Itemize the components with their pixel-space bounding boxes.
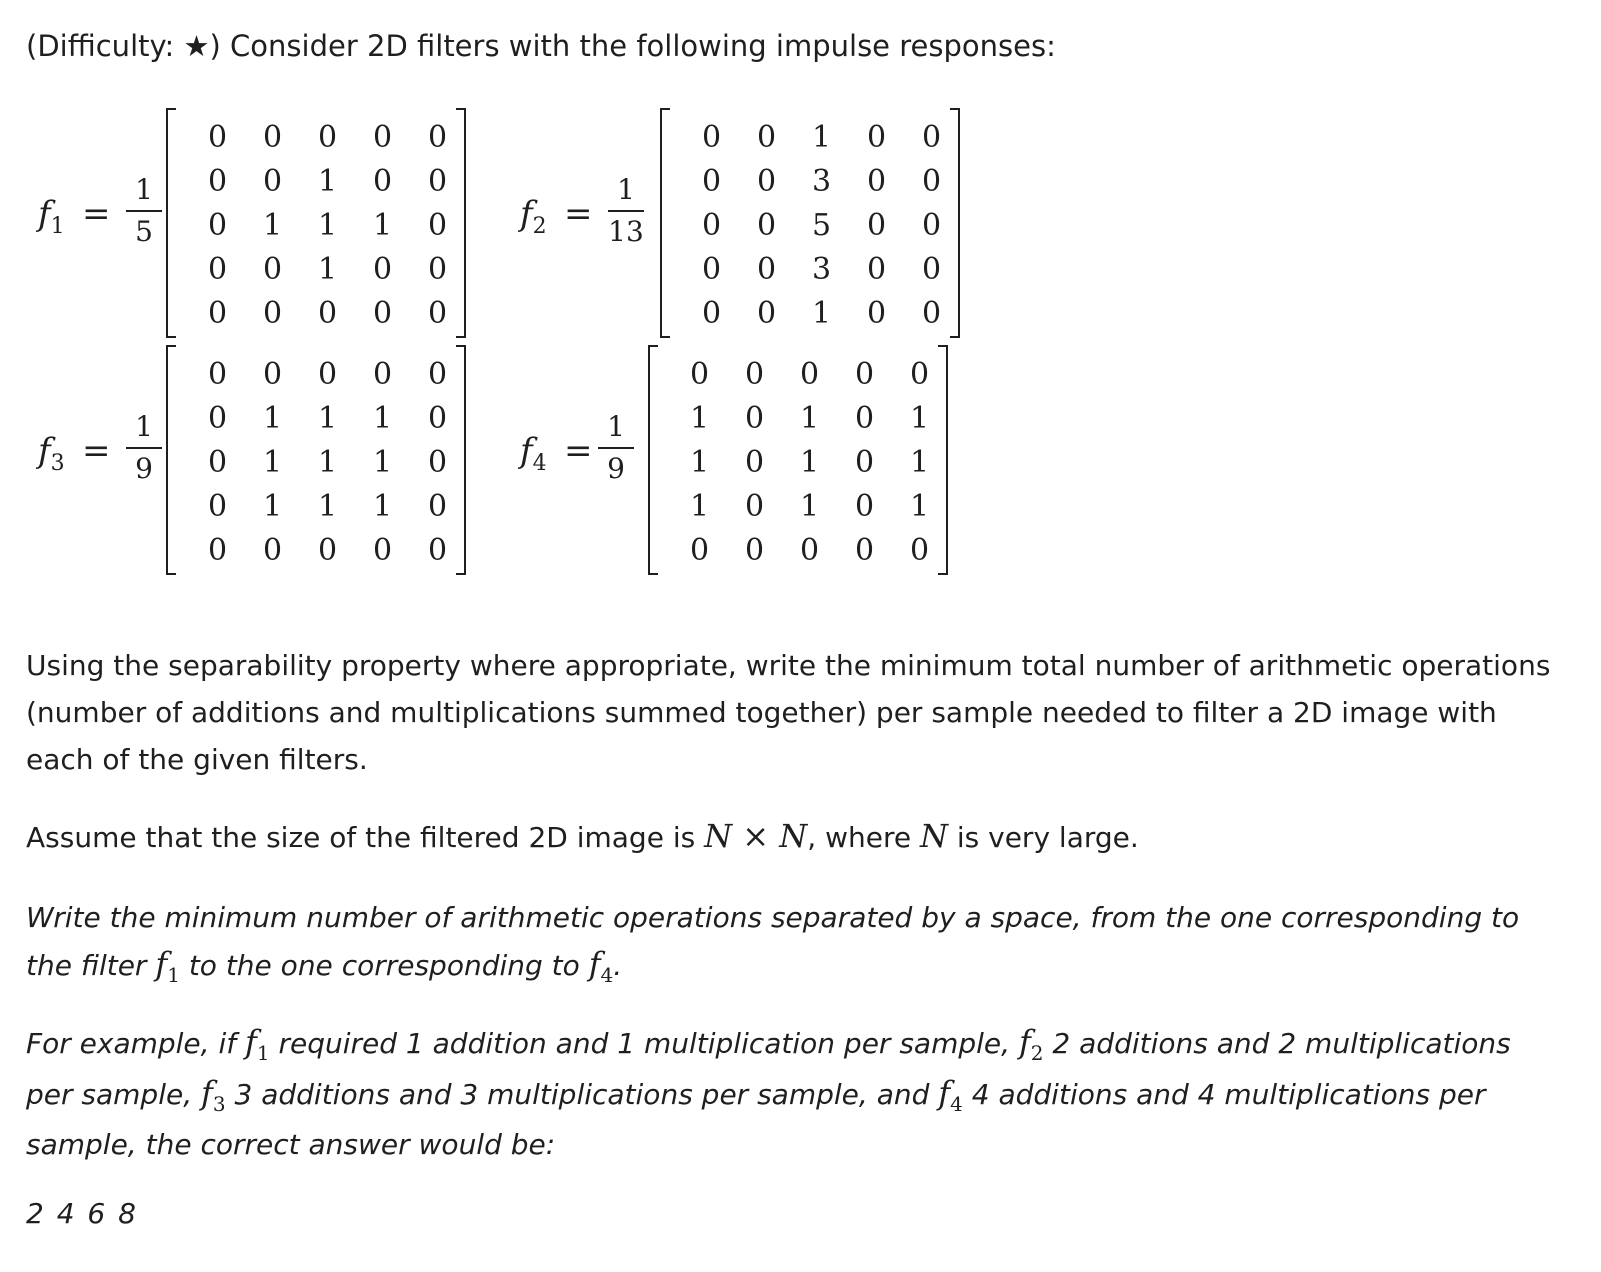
matrix-cell: 1	[811, 296, 832, 331]
matrix-cell: 1	[909, 489, 930, 524]
matrix-cell: 0	[689, 533, 710, 568]
matrix-cell: 1	[372, 445, 393, 480]
matrix-cell: 0	[207, 208, 228, 243]
matrix-cell: 0	[372, 533, 393, 568]
matrix-cell: 1	[689, 401, 710, 436]
matrix-grid	[190, 353, 465, 573]
matrix-cell: 0	[744, 445, 765, 480]
matrix-cell: 0	[427, 533, 448, 568]
matrix-cell: 0	[799, 357, 820, 392]
matrix-cell: 0	[372, 252, 393, 287]
matrix-cell: 0	[262, 164, 283, 199]
matrix-cell: 0	[689, 357, 710, 392]
matrix-cell: 0	[427, 120, 448, 155]
matrix-cell: 0	[317, 357, 338, 392]
matrix-grid	[190, 116, 465, 336]
filter-label: $f_4$	[520, 431, 547, 476]
matrix-cell: 0	[756, 252, 777, 287]
matrix-cell: 0	[744, 401, 765, 436]
matrix-cell: 0	[427, 252, 448, 287]
filter-label: $f_2$	[520, 194, 547, 239]
matrix-cell: 0	[262, 120, 283, 155]
matrix-cell: 0	[854, 533, 875, 568]
matrix-cell: 0	[427, 208, 448, 243]
matrix-grid	[672, 353, 947, 573]
matrix-cell: 1	[317, 164, 338, 199]
matrix-cell: 0	[744, 489, 765, 524]
example-answer: 2 4 6 8	[26, 1197, 138, 1230]
matrix-cell: 0	[866, 296, 887, 331]
question-text: Using the separability property where appropriate, write the minimum total number of arithmetic operations (number of additions and multiplications summed together) per sample needed to filter a 2D image with each of the given filters.	[26, 649, 1551, 776]
matrix-cell: 0	[317, 533, 338, 568]
equals-sign: =	[564, 431, 593, 471]
scale-fraction: 1 9	[590, 409, 642, 487]
scale-fraction: 1 5	[118, 172, 170, 250]
matrix-cell: 0	[921, 164, 942, 199]
matrix-cell: 1	[262, 445, 283, 480]
matrix-cell: 1	[909, 401, 930, 436]
matrix-cell: 0	[909, 533, 930, 568]
matrix-cell: 0	[207, 401, 228, 436]
filter-label: $f_1$	[38, 194, 65, 239]
matrix-cell: 0	[427, 489, 448, 524]
matrix-cell: 0	[262, 296, 283, 331]
matrix-cell: 1	[909, 445, 930, 480]
intro-text: (Difficulty: ★) Consider 2D filters with the following impulse responses:	[26, 29, 1056, 63]
matrix-cell: 1	[262, 208, 283, 243]
matrix-cell: 0	[756, 120, 777, 155]
matrix-cell: 0	[317, 296, 338, 331]
assumption-text: Assume that the size of the filtered 2D image is N × N, where N is very large.	[26, 817, 1139, 855]
matrix-cell: 0	[207, 164, 228, 199]
matrix-cell: 1	[689, 489, 710, 524]
matrix-cell: 1	[317, 208, 338, 243]
matrix-cell: 0	[427, 401, 448, 436]
matrix-cell: 0	[427, 164, 448, 199]
matrix-cell: 0	[262, 252, 283, 287]
matrix-cell: 1	[811, 120, 832, 155]
matrix-cell: 1	[689, 445, 710, 480]
matrix-cell: 0	[372, 164, 393, 199]
matrix-cell: 0	[701, 208, 722, 243]
matrix-cell: 1	[262, 401, 283, 436]
matrix-cell: 0	[866, 164, 887, 199]
matrix-grid	[684, 116, 959, 336]
matrix-cell: 1	[372, 401, 393, 436]
matrix-cell: 1	[317, 401, 338, 436]
matrix-cell: 1	[799, 489, 820, 524]
matrix-cell: 1	[372, 489, 393, 524]
scale-fraction: 1 9	[118, 409, 170, 487]
matrix-cell: 0	[756, 164, 777, 199]
matrix-cell: 0	[866, 208, 887, 243]
matrix-cell: 0	[701, 252, 722, 287]
matrix-cell: 0	[756, 296, 777, 331]
matrix-cell: 1	[799, 445, 820, 480]
matrix-cell: 1	[372, 208, 393, 243]
impulse-matrix	[166, 345, 466, 575]
matrix-cell: 0	[207, 296, 228, 331]
scale-fraction: 1 13	[608, 173, 644, 248]
matrix-cell: 0	[427, 296, 448, 331]
filter-label: $f_3$	[38, 431, 65, 476]
equals-sign: =	[564, 194, 593, 234]
equals-sign: =	[82, 194, 111, 234]
example-text: For example, if $f_1$ required 1 addition and 1 multiplication per sample, $f_2$ 2 additions and 2 multiplications per sample, $f_3$ 3 additions and 3 multiplications per sample, and $f_4$ 4 additions and 4 multiplications per sample, the correct answer would be:	[26, 1023, 1511, 1161]
equals-sign: =	[82, 431, 111, 471]
matrix-cell: 0	[921, 252, 942, 287]
matrix-cell: 0	[921, 120, 942, 155]
matrix-cell: 0	[207, 533, 228, 568]
matrix-cell: 0	[799, 533, 820, 568]
impulse-matrix	[660, 108, 960, 338]
matrix-cell: 0	[921, 208, 942, 243]
matrix-cell: 0	[317, 120, 338, 155]
matrix-cell: 0	[854, 445, 875, 480]
matrix-cell: 0	[207, 445, 228, 480]
matrix-cell: 1	[317, 445, 338, 480]
matrix-cell: 0	[854, 489, 875, 524]
matrix-cell: 0	[372, 357, 393, 392]
matrix-cell: 0	[207, 489, 228, 524]
matrix-cell: 0	[866, 120, 887, 155]
matrix-cell: 0	[207, 357, 228, 392]
matrix-cell: 0	[372, 296, 393, 331]
instruction-text: Write the minimum number of arithmetic operations separated by a space, from the one corresponding to the filter $f_1$ to the one corresponding to $f_4$.	[26, 901, 1520, 987]
matrix-cell: 0	[854, 401, 875, 436]
matrix-cell: 1	[262, 489, 283, 524]
matrix-cell: 0	[207, 252, 228, 287]
matrix-cell: 3	[811, 252, 832, 287]
matrix-cell: 0	[921, 296, 942, 331]
matrix-cell: 0	[909, 357, 930, 392]
matrix-cell: 0	[262, 533, 283, 568]
matrix-cell: 0	[701, 296, 722, 331]
matrix-cell: 0	[756, 208, 777, 243]
matrix-cell: 0	[854, 357, 875, 392]
matrix-cell: 0	[744, 357, 765, 392]
matrix-cell: 0	[207, 120, 228, 155]
matrix-cell: 0	[701, 164, 722, 199]
matrix-cell: 0	[866, 252, 887, 287]
matrix-cell: 3	[811, 164, 832, 199]
impulse-matrix	[166, 108, 466, 338]
impulse-matrix	[648, 345, 948, 575]
matrix-cell: 0	[372, 120, 393, 155]
matrix-cell: 0	[427, 445, 448, 480]
matrix-cell: 1	[317, 489, 338, 524]
matrix-cell: 0	[744, 533, 765, 568]
matrix-cell: 0	[262, 357, 283, 392]
matrix-cell: 1	[799, 401, 820, 436]
matrix-cell: 0	[701, 120, 722, 155]
matrix-cell: 5	[811, 208, 832, 243]
matrix-cell: 1	[317, 252, 338, 287]
matrix-cell: 0	[427, 357, 448, 392]
